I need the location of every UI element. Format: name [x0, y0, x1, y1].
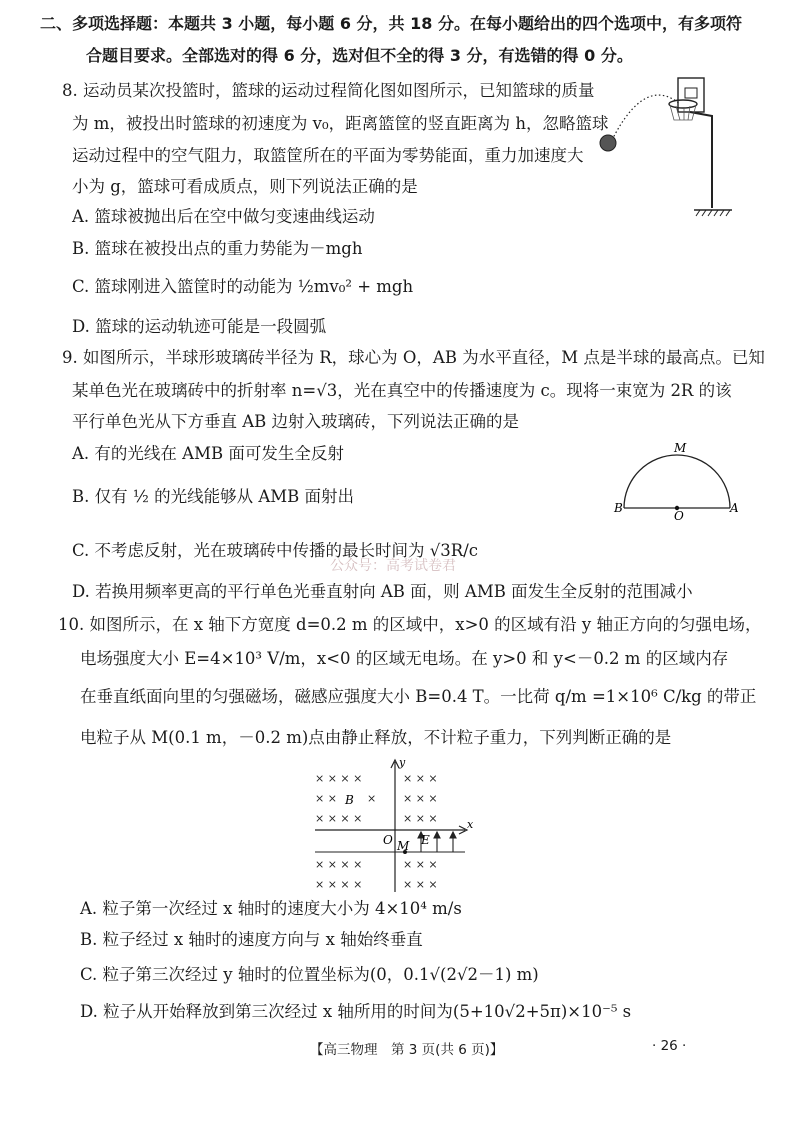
q10-option-d: D. 粒子从开始释放到第三次经过 x 轴所用的时间为(5+10√2+5π)×10⁻⁵ s: [80, 1002, 632, 1021]
q9-option-a: A. 有的光线在 AMB 面可发生全反射: [72, 444, 344, 463]
q9-option-b: B. 仅有 ½ 的光线能够从 AMB 面射出: [72, 487, 355, 506]
label-e-field: E: [421, 833, 430, 847]
basketball-hoop-figure: [590, 70, 750, 220]
svg-text:× × ×: × × ×: [403, 772, 438, 785]
svg-text:× × ×: × × ×: [403, 878, 438, 891]
svg-text:× × × ×: × × × ×: [315, 772, 363, 785]
label-a: A: [730, 501, 739, 515]
svg-text:× × × ×: × × × ×: [315, 812, 363, 825]
q9-stem-line1: 9. 如图所示，半球形玻璃砖半径为 R，球心为 O，AB 为水平直径，M 点是半球的最高点。已知: [62, 348, 765, 367]
label-o: O: [674, 509, 684, 520]
magnetic-field-crosses-top: [315, 772, 438, 825]
q10-stem-line1: 10. 如图所示，在 x 轴下方宽度 d=0.2 m 的区域中，x>0 的区域有沿 y 轴正方向的匀强电场，: [58, 615, 762, 634]
q10-stem-line2: 电场强度大小 E=4×10³ V/m，x<0 的区域无电场。在 y>0 和 y<－0.2 m 的区域内存: [80, 649, 729, 668]
hemisphere-figure: [612, 440, 742, 520]
q10-option-a: A. 粒子第一次经过 x 轴时的速度大小为 4×10⁴ m/s: [80, 899, 462, 918]
svg-text:× × ×: × × ×: [403, 812, 438, 825]
label-x: x: [467, 818, 474, 831]
q10-stem-line3: 在垂直纸面向里的匀强磁场，磁感应强度大小 B=0.4 T。一比荷 q/m =1×10⁶ C/kg 的带正: [80, 687, 757, 706]
svg-text:× ×: × ×: [315, 792, 337, 805]
label-b: B: [614, 501, 623, 515]
page-footer-title: 【高三物理 第 3 页(共 6 页)】: [310, 1042, 504, 1058]
label-y: y: [399, 758, 406, 769]
q9-option-c: C. 不考虑反射，光在玻璃砖中传播的最长时间为 √3R/c: [72, 541, 479, 560]
q8-option-b: B. 篮球在被投出点的重力势能为－mgh: [72, 239, 363, 258]
label-b-field: B: [345, 793, 354, 807]
q8-option-c: C. 篮球刚进入篮筐时的动能为 ½mv₀² + mgh: [72, 277, 414, 296]
q10-stem-line4: 电粒子从 M(0.1 m，－0.2 m)点由静止释放，不计粒子重力，下列判断正确的是: [80, 728, 672, 747]
q9-option-d: D. 若换用频率更高的平行单色光垂直射向 AB 面，则 AMB 面发生全反射的范围减小: [72, 582, 693, 601]
q10-option-c: C. 粒子第三次经过 y 轴时的位置坐标为(0，0.1√(2√2－1) m): [80, 965, 539, 984]
watermark-text: 公众号：高考试卷君: [330, 558, 456, 574]
svg-text:× × × ×: × × × ×: [315, 878, 363, 891]
label-origin: O: [383, 833, 393, 847]
label-m-point: M: [397, 839, 410, 853]
section-header-line2: 合题目要求。全部选对的得 6 分，选对但不全的得 3 分，有选错的得 0 分。: [86, 46, 633, 65]
svg-text:×: ×: [367, 792, 377, 805]
section-header-line1: 二、多项选择题：本题共 3 小题，每小题 6 分，共 18 分。在每小题给出的四个选项中，有多项符: [40, 14, 742, 33]
q8-stem-line2: 为 m，被投出时篮球的初速度为 v₀，距离篮筐的竖直距离为 h，忽略篮球: [72, 114, 609, 133]
q8-stem-line3: 运动过程中的空气阻力，取篮筐所在的平面为零势能面，重力加速度大: [72, 146, 584, 165]
basketball-icon: [600, 135, 616, 151]
field-region-figure: [305, 758, 485, 893]
q8-stem-line1: 8. 运动员某次投篮时，篮球的运动过程简化图如图所示，已知篮球的质量: [62, 81, 595, 100]
q8-option-a: A. 篮球被抛出后在空中做匀变速曲线运动: [72, 207, 375, 226]
svg-text:× × ×: × × ×: [403, 858, 438, 871]
svg-text:× × × ×: × × × ×: [315, 858, 363, 871]
q9-stem-line3: 平行单色光从下方垂直 AB 边射入玻璃砖，下列说法正确的是: [72, 412, 520, 431]
page-number: · 26 ·: [652, 1038, 687, 1054]
q10-option-b: B. 粒子经过 x 轴时的速度方向与 x 轴始终垂直: [80, 930, 423, 949]
q9-stem-line2: 某单色光在玻璃砖中的折射率 n=√3，光在真空中的传播速度为 c。现将一束宽为 2R 的该: [72, 381, 732, 400]
label-m: M: [674, 441, 687, 455]
svg-text:× × ×: × × ×: [403, 792, 438, 805]
q8-stem-line4: 小为 g，篮球可看成质点，则下列说法正确的是: [72, 177, 418, 196]
magnetic-field-crosses-bottom: [315, 858, 438, 891]
q8-option-d: D. 篮球的运动轨迹可能是一段圆弧: [72, 317, 327, 336]
